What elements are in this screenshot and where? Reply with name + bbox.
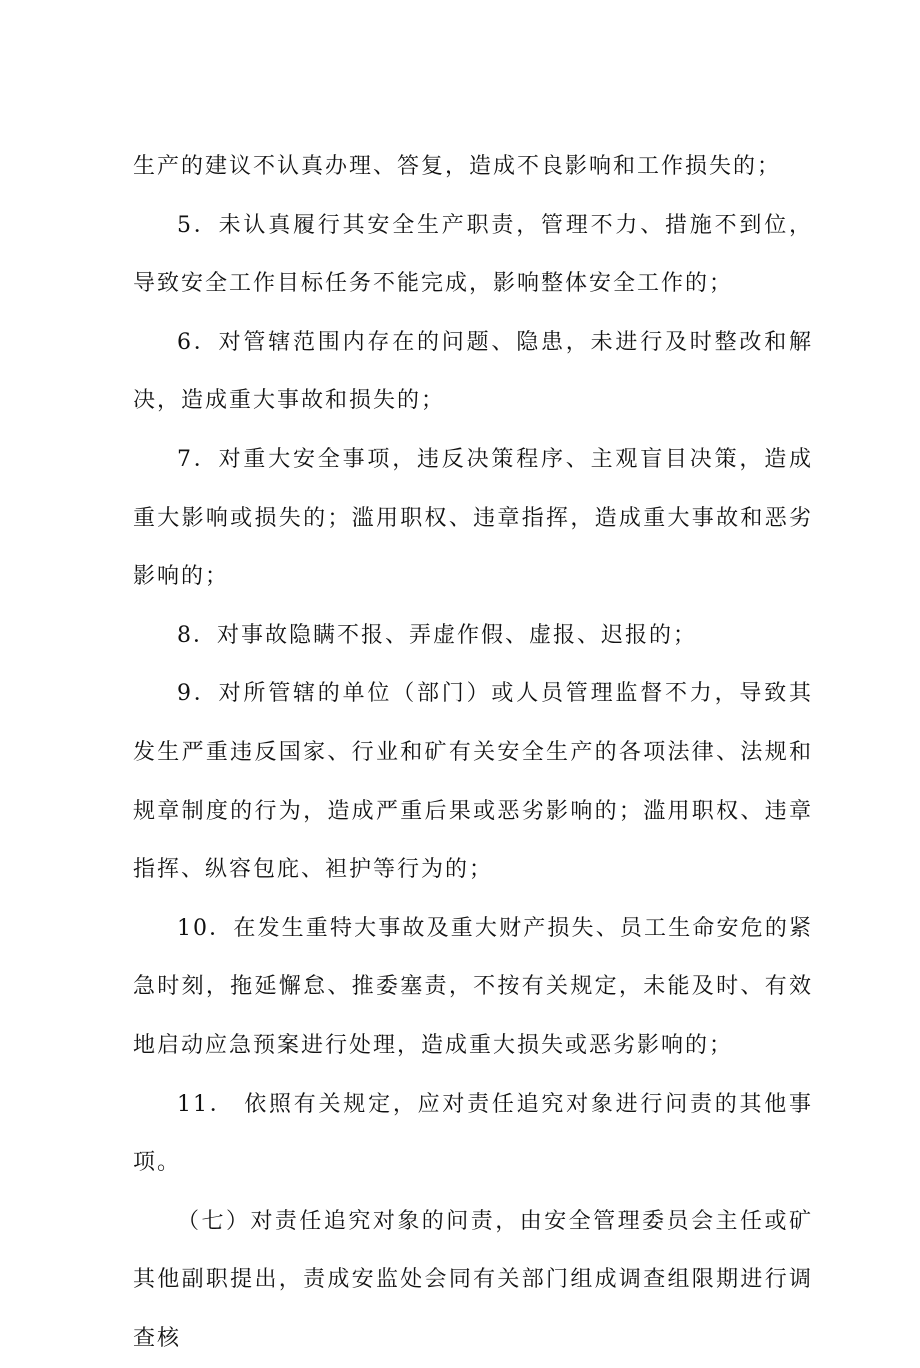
document-body [133, 138, 813, 1368]
paragraph-item-9: 9．对所管辖的单位（部门）或人员管理监督不力，导致其发生严重违反国家、行业和矿有关安全生产的各项法律、法规和规章制度的行为，造成严重后果或恶劣影响的；滥用职权、违章指挥、纵容包庇、袒护等行为的； [133, 681, 813, 883]
paragraph-section-7: （七）对责任追究对象的问责，由安全管理委员会主任或矿其他副职提出，责成安监处会同有关部门组成调查组限期进行调查核 [133, 1208, 813, 1351]
paragraph-item-7: 7．对重大安全事项，违反决策程序、主观盲目决策，造成重大影响或损失的；滥用职权、违章指挥，造成重大事故和恶劣影响的； [133, 446, 813, 590]
paragraph-continuation: 生产的建议不认真办理、答复，造成不良影响和工作损失的； [133, 154, 782, 179]
paragraph-item-11: 11． 依照有关规定，应对责任追究对象进行问责的其他事项。 [133, 1091, 813, 1176]
paragraph-item-8: 8．对事故隐瞒不报、弄虚作假、虚报、迟报的； [177, 622, 697, 648]
paragraph-item-6: 6．对管辖范围内存在的问题、隐患，未进行及时整改和解决，造成重大事故和损失的； [133, 329, 813, 414]
paragraph-item-10: 10．在发生重特大事故及重大财产损失、员工生命安危的紧急时刻，拖延懈怠、推委塞责，不按有关规定，未能及时、有效地启动应急预案进行处理，造成重大损失或恶劣影响的； [133, 915, 813, 1058]
paragraph-item-5: 5．未认真履行其安全生产职责，管理不力、措施不到位，导致安全工作目标任务不能完成，影响整体安全工作的； [133, 212, 813, 297]
